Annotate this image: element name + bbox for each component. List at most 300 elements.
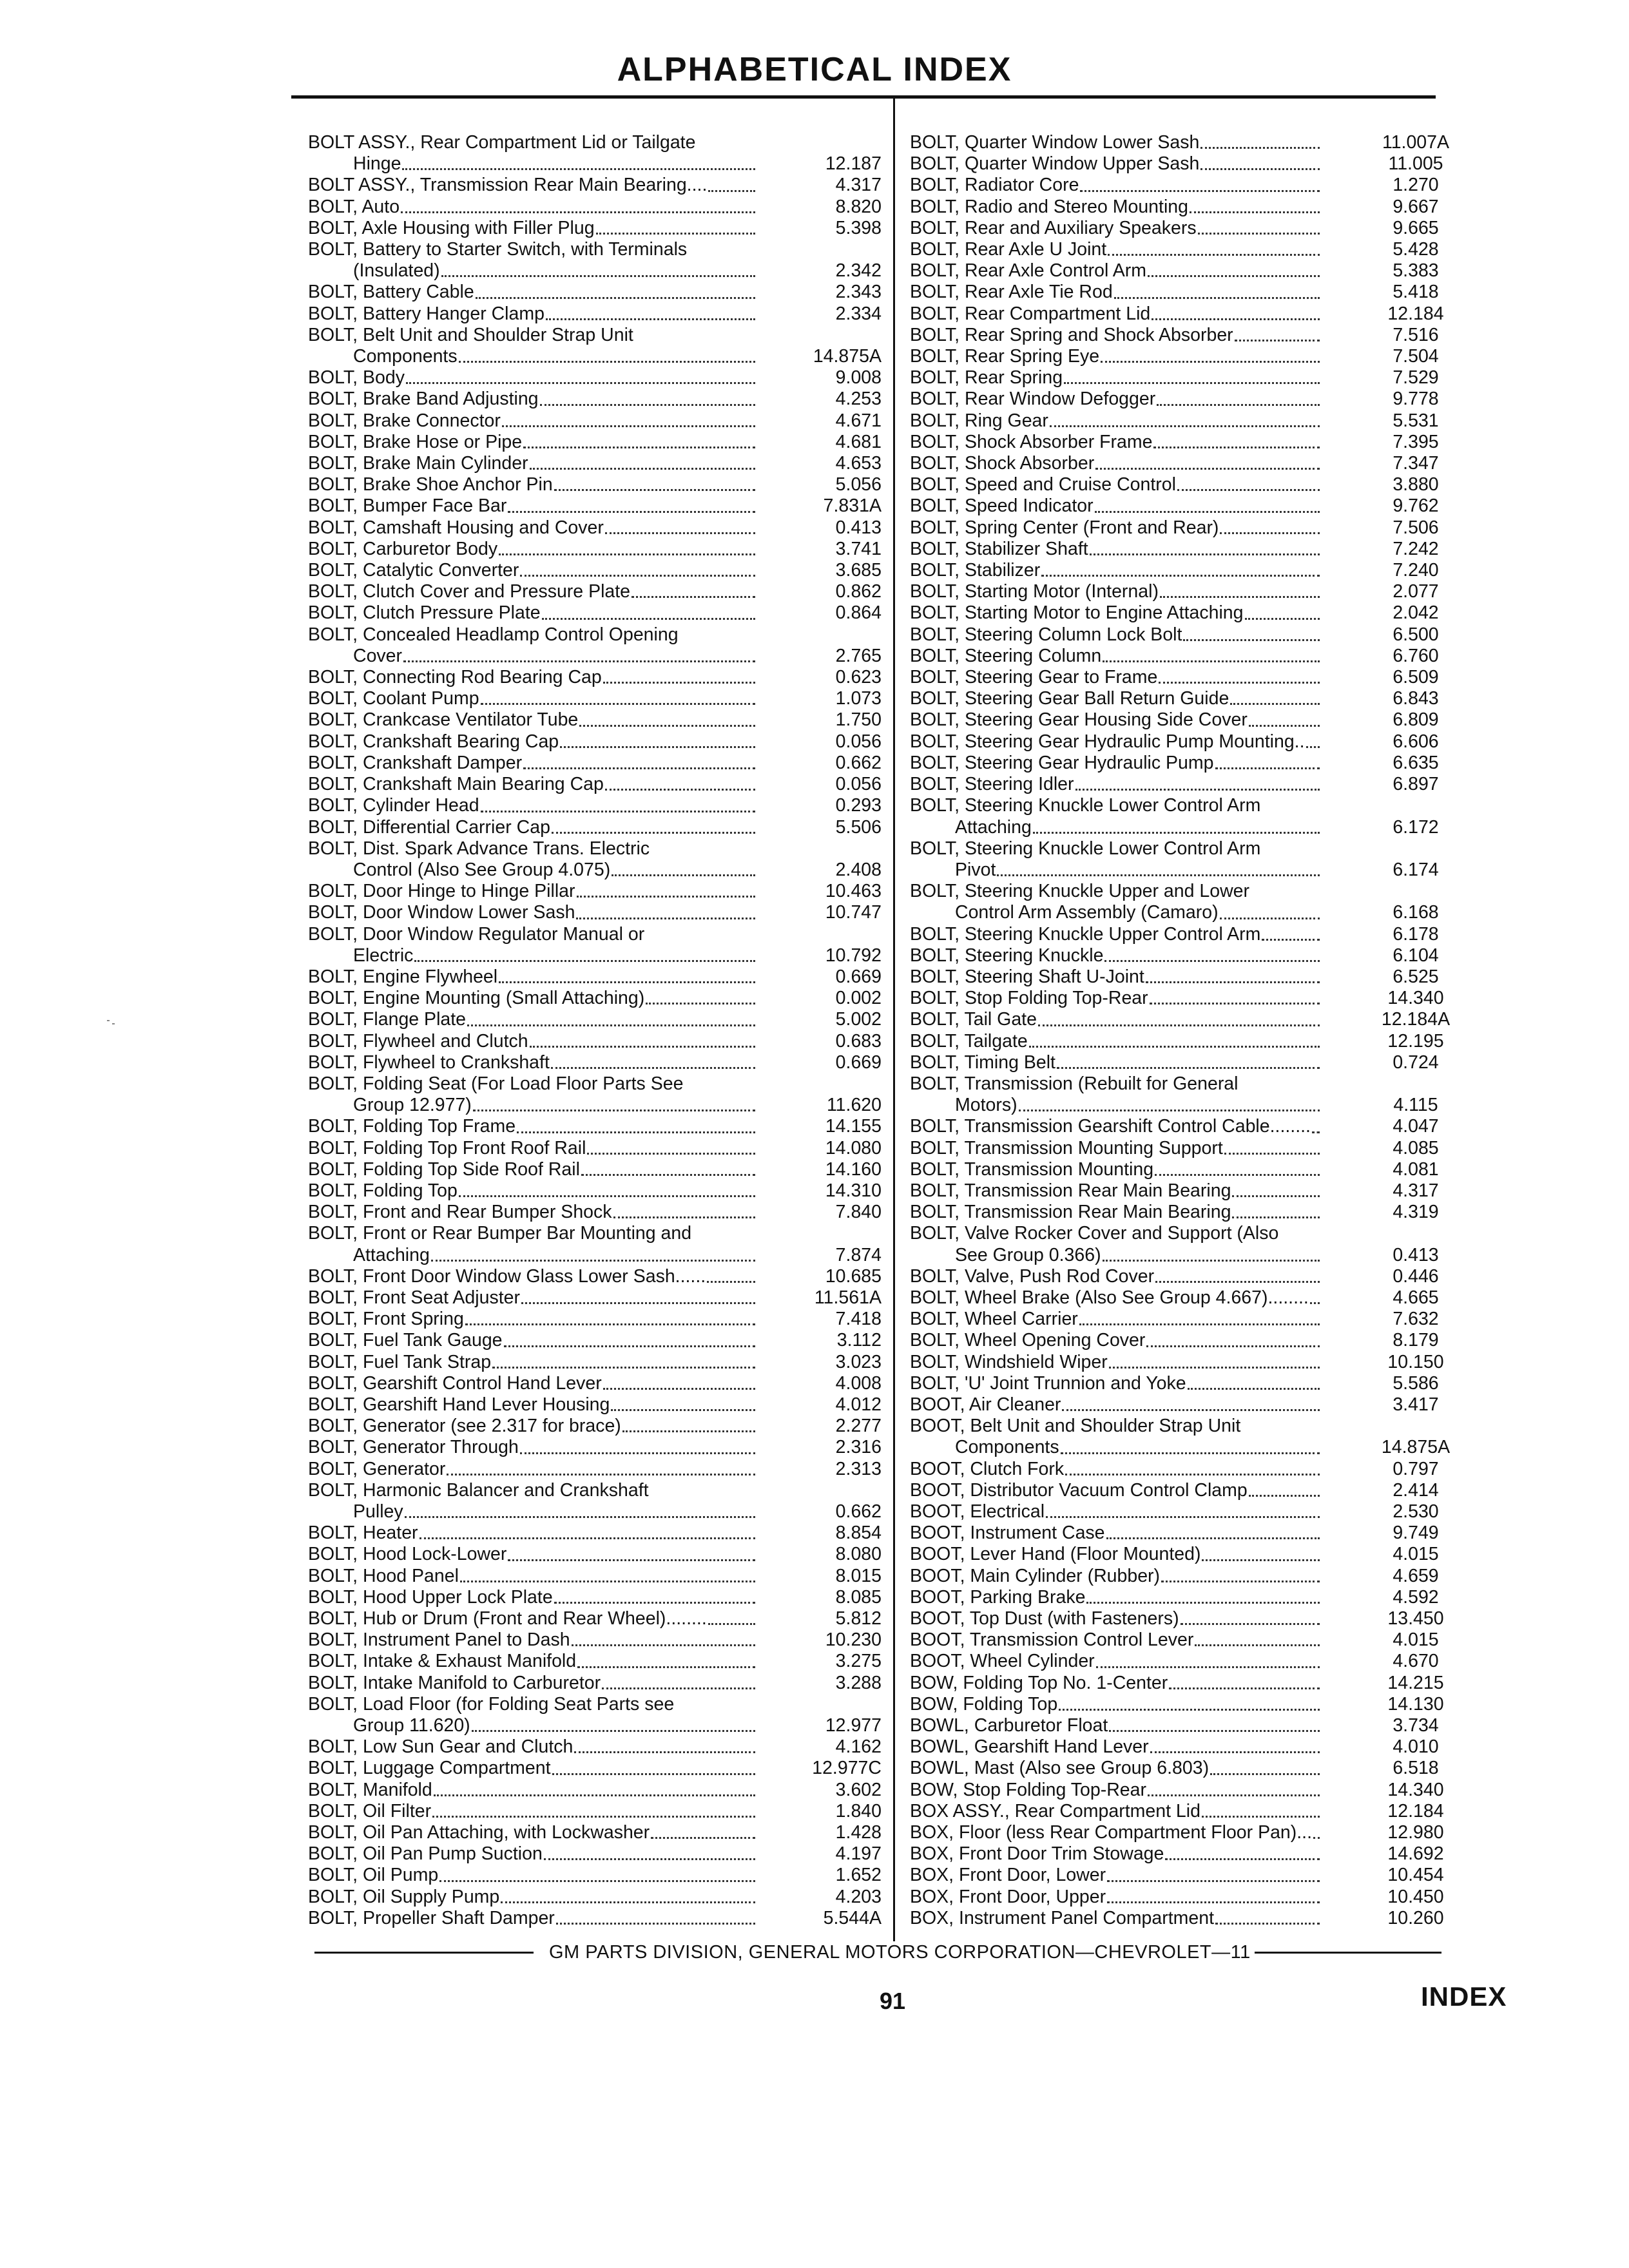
dot-leader [441,260,755,277]
dot-leader [473,1095,755,1111]
dot-leader [1202,1544,1320,1561]
entry-page-ref: 0.413 [1393,1244,1439,1265]
entry-page-ref: 4.319 [1393,1202,1439,1223]
entry-line [308,795,758,816]
entry-page-ref: 0.002 [835,988,882,1009]
dot-leader [1146,966,1320,983]
entry-text: BOOT, Top Dust (with Fasteners) [910,1608,1179,1629]
dot-leader [542,602,755,619]
entry-description [308,1330,758,1351]
index-entry [910,1309,1470,1330]
page-number: 91 [880,1988,906,2014]
dot-leader [546,303,755,320]
dot-leader [1101,346,1320,363]
entry-description [910,1116,1322,1137]
dot-leader [467,1009,755,1026]
dot-leader [1096,1651,1320,1667]
entry-text: BOLT, Speed Indicator [910,495,1094,517]
entry-text: BOX, Floor (less Rear Compartment Floor Pan)... [910,1822,1313,1843]
entry-page-ref: 4.010 [1393,1736,1439,1758]
entry-text: BOLT, Oil Filter [308,1800,432,1821]
index-entry [308,924,882,966]
dot-leader [402,153,755,170]
index-entry [308,432,882,453]
dot-leader [1148,260,1320,277]
entry-text: BOLT, Front Seat Adjuster [308,1287,520,1308]
entry-line [308,817,758,838]
entry-line [910,346,1322,367]
dot-leader [1200,132,1320,149]
entry-line [308,667,758,688]
entry-description [308,1736,758,1758]
entry-page-ref: 2.408 [835,859,882,880]
index-entry [910,1673,1470,1694]
entry-text: BOLT, Battery Hanger Clamp [308,303,545,324]
index-entry [308,1287,882,1309]
entry-line [910,1095,1322,1116]
dot-leader [1232,1180,1320,1197]
index-entry [308,1052,882,1073]
entry-description [308,688,758,709]
entry-page-ref: 7.516 [1393,324,1439,345]
index-entry [308,517,882,539]
entry-text: BOLT, Ring Gear [910,410,1048,431]
entry-line [308,774,758,795]
entry-description [910,945,1322,966]
entry-line [308,560,758,581]
entry-description [910,1309,1322,1330]
entry-description [308,239,758,282]
index-entry [308,1180,882,1202]
entry-line [910,624,1322,646]
entry-page-ref: 2.042 [1393,602,1439,624]
dot-leader [508,495,755,512]
entry-description [910,539,1322,560]
entry-page-ref: 14.340 [1387,1779,1444,1800]
entry-description [910,389,1322,410]
entry-description [308,1052,758,1073]
dot-leader [1106,1523,1320,1539]
index-entry [308,1202,882,1223]
dot-leader [521,1287,755,1304]
entry-line [308,1887,758,1908]
dot-leader [419,1523,755,1539]
entry-page-ref: 6.843 [1393,688,1439,709]
entry-description [910,218,1322,239]
entry-page-ref: 9.778 [1393,389,1439,410]
entry-text: BOLT, Steering Knuckle Upper Control Arm [910,923,1261,945]
index-entry [910,517,1470,539]
entry-description [910,1587,1322,1608]
index-entry [910,838,1470,881]
dot-leader [622,1416,755,1432]
index-entry [910,966,1470,988]
index-entry [308,1694,882,1736]
index-entry [308,1736,882,1758]
entry-page-ref: 6.606 [1393,731,1439,752]
entry-text: BOLT, Bumper Face Bar [308,495,507,517]
dot-leader [432,1801,755,1818]
entry-description [308,1416,758,1437]
entry-line [308,1459,758,1480]
dot-leader [1157,389,1320,405]
entry-page-ref: 7.395 [1393,431,1439,452]
index-entry [910,1073,1470,1116]
entry-description [308,1843,758,1865]
dot-leader [405,1501,755,1518]
entry-line [910,1887,1322,1908]
dot-leader [434,1780,755,1796]
entry-page-ref: 12.187 [825,153,882,175]
entry-text: Hinge [353,153,401,175]
entry-line [308,1801,758,1822]
entry-line [308,1009,758,1030]
index-entry [910,1758,1470,1779]
entry-line [910,1394,1322,1416]
entry-text: BOLT, Steering Gear Housing Side Cover [910,709,1248,731]
entry-description [910,667,1322,688]
dot-leader [530,1031,755,1048]
entry-text: BOLT, Transmission (Rebuilt for General [910,1073,1239,1094]
entry-text: BOLT, Catalytic Converter [308,560,519,581]
entry-text: BOOT, Wheel Cylinder [910,1651,1095,1672]
index-entry [308,239,882,282]
entry-description [308,838,758,881]
entry-description [308,1608,758,1629]
entry-description [308,1587,758,1608]
index-entry [308,1629,882,1651]
entry-page-ref: 6.104 [1393,945,1439,966]
entry-line [308,1416,758,1437]
dot-leader [447,1459,755,1475]
entry-line [910,560,1322,581]
entry-line [910,1651,1322,1672]
entry-page-ref: 4.015 [1393,1629,1439,1651]
index-entry [308,1437,882,1458]
entry-page-ref: 4.197 [835,1843,882,1865]
entry-description [910,1159,1322,1180]
entry-line [308,367,758,389]
index-entry [308,1031,882,1052]
entry-description [910,753,1322,774]
entry-text: BOLT, Wheel Carrier [910,1309,1078,1330]
entry-text: BOLT, Door Window Regulator Manual or [308,923,645,945]
entry-page-ref: 6.809 [1393,709,1439,731]
entry-text: BOLT, Intake & Exhaust Manifold [308,1651,577,1672]
index-entry [308,1587,882,1608]
entry-line [308,260,758,282]
dot-leader [1153,432,1320,448]
entry-text: BOLT, Cylinder Head [308,795,479,816]
dot-leader [406,367,755,384]
dot-leader [1103,646,1320,662]
entry-page-ref: 5.398 [835,217,882,238]
entry-page-ref: 0.662 [835,1501,882,1522]
index-entry [910,1523,1470,1544]
entry-text: Control (Also See Group 4.075) [353,859,611,880]
entry-text: BOLT, Transmission Rear Main Bearing [910,1202,1231,1223]
entry-page-ref: 11.007A [1382,132,1450,153]
entry-text: Components [353,346,458,367]
index-entry [308,1138,882,1159]
entry-line [910,1673,1322,1694]
entry-description [308,924,758,966]
entry-text: BOLT, Oil Pan Pump Suction [308,1843,543,1865]
entry-description [308,560,758,581]
entry-description [910,1031,1322,1052]
entry-line [910,197,1322,218]
index-entry [910,1459,1470,1480]
dot-leader [502,410,755,427]
dot-leader [431,1245,755,1262]
dot-leader [1202,1801,1320,1818]
entry-text: BOLT, Flywheel to Crankshaft [308,1052,550,1073]
entry-description [910,1202,1322,1223]
dot-leader [1095,453,1320,470]
index-entry [910,602,1470,624]
entry-line [308,1116,758,1137]
entry-description [910,1673,1322,1694]
index-entry [308,602,882,624]
dot-leader [576,902,755,919]
index-entry [910,1801,1470,1822]
dot-leader [1224,1138,1320,1155]
entry-page-ref: 6.168 [1393,902,1439,923]
index-entry [910,1202,1470,1223]
dot-leader [1215,1908,1320,1925]
entry-description [308,1009,758,1030]
dot-leader [1064,367,1320,384]
entry-line [308,453,758,474]
entry-description [308,881,758,902]
entry-line [910,1629,1322,1651]
index-entry [910,881,1470,923]
index-entry [308,838,882,881]
entry-text: BOOT, Clutch Fork [910,1458,1065,1479]
dot-leader [1146,1330,1320,1347]
entry-line [910,1180,1322,1202]
entry-text: BOLT, Stabilizer [910,560,1041,581]
index-entry [910,346,1470,367]
entry-description [308,1544,758,1565]
index-entry [308,1544,882,1565]
entry-page-ref: 9.667 [1393,196,1439,217]
entry-page-ref: 10.685 [825,1265,882,1287]
entry-page-ref: 14.080 [825,1137,882,1158]
dot-leader [707,1266,755,1283]
entry-line [910,367,1322,389]
entry-page-ref: 7.840 [835,1202,882,1223]
index-entry [910,453,1470,474]
dot-leader [556,1908,755,1925]
entry-page-ref: 2.277 [835,1416,882,1437]
entry-description [910,153,1322,175]
entry-text: BOLT, Engine Mounting (Small Attaching) [308,988,645,1009]
entry-page-ref: 14.875A [1381,1437,1451,1458]
entry-description [308,753,758,774]
entry-line [910,1523,1322,1544]
entry-text: BOLT, Rear Window Defogger [910,389,1156,410]
index-entry [308,1908,882,1929]
footer-rule-right [1255,1952,1441,1954]
dot-leader [492,1352,755,1369]
entry-description [910,709,1322,731]
entry-text: BOLT, Hood Lock-Lower [308,1544,507,1565]
index-entry [910,239,1470,260]
entry-description [910,303,1322,325]
dot-leader [579,709,755,726]
dot-leader [552,1758,755,1774]
index-entry [308,881,882,902]
entry-line [308,218,758,239]
entry-page-ref: 4.653 [835,453,882,474]
entry-description [910,1416,1322,1458]
entry-description [308,988,758,1009]
entry-page-ref: 4.253 [835,389,882,410]
entry-text: BOLT, Load Floor (for Folding Seat Parts see [308,1693,675,1715]
entry-line [308,1052,758,1073]
dot-leader [523,753,755,769]
entry-line [308,731,758,753]
index-entry [308,966,882,988]
entry-description [308,517,758,539]
entry-page-ref: 7.529 [1393,367,1439,389]
entry-page-ref: 4.681 [835,431,882,452]
entry-page-ref: 12.980 [1387,1822,1444,1843]
entry-description [308,282,758,303]
entry-page-ref: 2.343 [835,282,882,303]
entry-description [308,1116,758,1137]
entry-description [308,1801,758,1822]
entry-description [910,197,1322,218]
entry-page-ref: 3.417 [1393,1394,1439,1415]
entry-line [308,1715,758,1736]
entry-text: BOLT, Manifold [308,1779,432,1800]
entry-text: BOW, Folding Top [910,1693,1058,1715]
index-entry [910,1865,1470,1886]
entry-description [910,1009,1322,1030]
dot-leader [401,197,755,213]
dot-leader [1198,218,1320,235]
entry-page-ref: 3.880 [1393,474,1439,495]
index-entry [910,410,1470,432]
entry-page-ref: 11.620 [826,1095,882,1116]
entry-text: BOLT, Rear Spring Eye [910,346,1100,367]
entry-page-ref: 12.977C [812,1758,882,1779]
entry-description [308,774,758,795]
entry-line [910,667,1322,688]
entry-description [308,1202,758,1223]
entry-text: BOLT, Spring Center (Front and Rear) [910,517,1219,538]
dot-leader [1190,197,1320,213]
index-entry [910,688,1470,709]
index-entry [910,432,1470,453]
entry-description [910,1373,1322,1394]
dot-leader [481,688,755,705]
entry-line [308,346,758,367]
entry-line [308,688,758,709]
index-entry [308,282,882,303]
dot-leader [1109,1715,1320,1732]
entry-text: BOLT, Rear Axle U Joint [910,239,1107,260]
entry-description [308,432,758,453]
dot-leader [508,1544,755,1561]
entry-text: Motors) [955,1095,1017,1116]
entry-description [910,453,1322,474]
entry-page-ref: 4.203 [835,1886,882,1907]
index-column-right [910,132,1470,1929]
entry-page-ref: 6.897 [1393,774,1439,795]
entry-text: BOLT, Wheel Opening Cover [910,1330,1146,1351]
entry-page-ref: 0.797 [1393,1458,1439,1479]
entry-line [910,581,1322,602]
entry-line [910,1822,1322,1843]
dot-leader [1041,560,1320,577]
entry-description [308,218,758,239]
entry-description [910,1352,1322,1373]
entry-description [910,1801,1322,1822]
entry-line [308,881,758,902]
entry-line [910,1266,1322,1287]
entry-description [308,1031,758,1052]
entry-description [308,1459,758,1480]
entry-description [910,1843,1322,1865]
index-entry [910,367,1470,389]
index-entry [910,389,1470,410]
entry-line [910,539,1322,560]
entry-text: BOOT, Air Cleaner [910,1394,1061,1415]
entry-line [308,282,758,303]
index-entry [910,260,1470,282]
entry-page-ref: 12.184 [1387,1800,1444,1821]
index-entry [910,624,1470,646]
entry-text: BOX, Front Door, Lower [910,1865,1106,1886]
entry-text: BOLT, Steering Column Lock Bolt [910,624,1182,645]
dot-leader [1148,1780,1320,1796]
entry-text: Control Arm Assembly (Camaro) [955,902,1219,923]
entry-description [308,1758,758,1779]
entry-page-ref: 3.023 [835,1351,882,1372]
entry-description [308,667,758,688]
entry-page-ref: 1.652 [835,1865,882,1886]
entry-line [910,1031,1322,1052]
dot-leader [530,453,755,470]
index-entry [910,731,1470,753]
entry-page-ref: 7.347 [1393,453,1439,474]
entry-line [910,817,1322,838]
index-entry [910,1352,1470,1373]
entry-description [910,1651,1322,1672]
entry-page-ref: 2.334 [835,303,882,324]
dot-leader [551,1052,755,1069]
entry-text: BOLT, Shock Absorber Frame [910,431,1153,452]
dot-leader [1306,731,1320,748]
entry-page-ref: 4.015 [1393,1544,1439,1565]
index-entry [308,753,882,774]
dot-leader [708,175,755,191]
entry-text: BOLT, Connecting Rod Bearing Cap [308,667,602,688]
dot-leader [403,646,755,662]
entry-description [910,260,1322,282]
entry-description [308,1865,758,1886]
entry-description [910,966,1322,988]
index-entry [308,474,882,495]
entry-text: BOLT, Oil Supply Pump [308,1886,500,1907]
entry-text: BOOT, Parking Brake [910,1586,1086,1608]
dot-leader [646,988,755,1004]
index-entry [910,1223,1470,1265]
entry-text: BOLT, Generator (see 2.317 for brace) [308,1416,621,1437]
